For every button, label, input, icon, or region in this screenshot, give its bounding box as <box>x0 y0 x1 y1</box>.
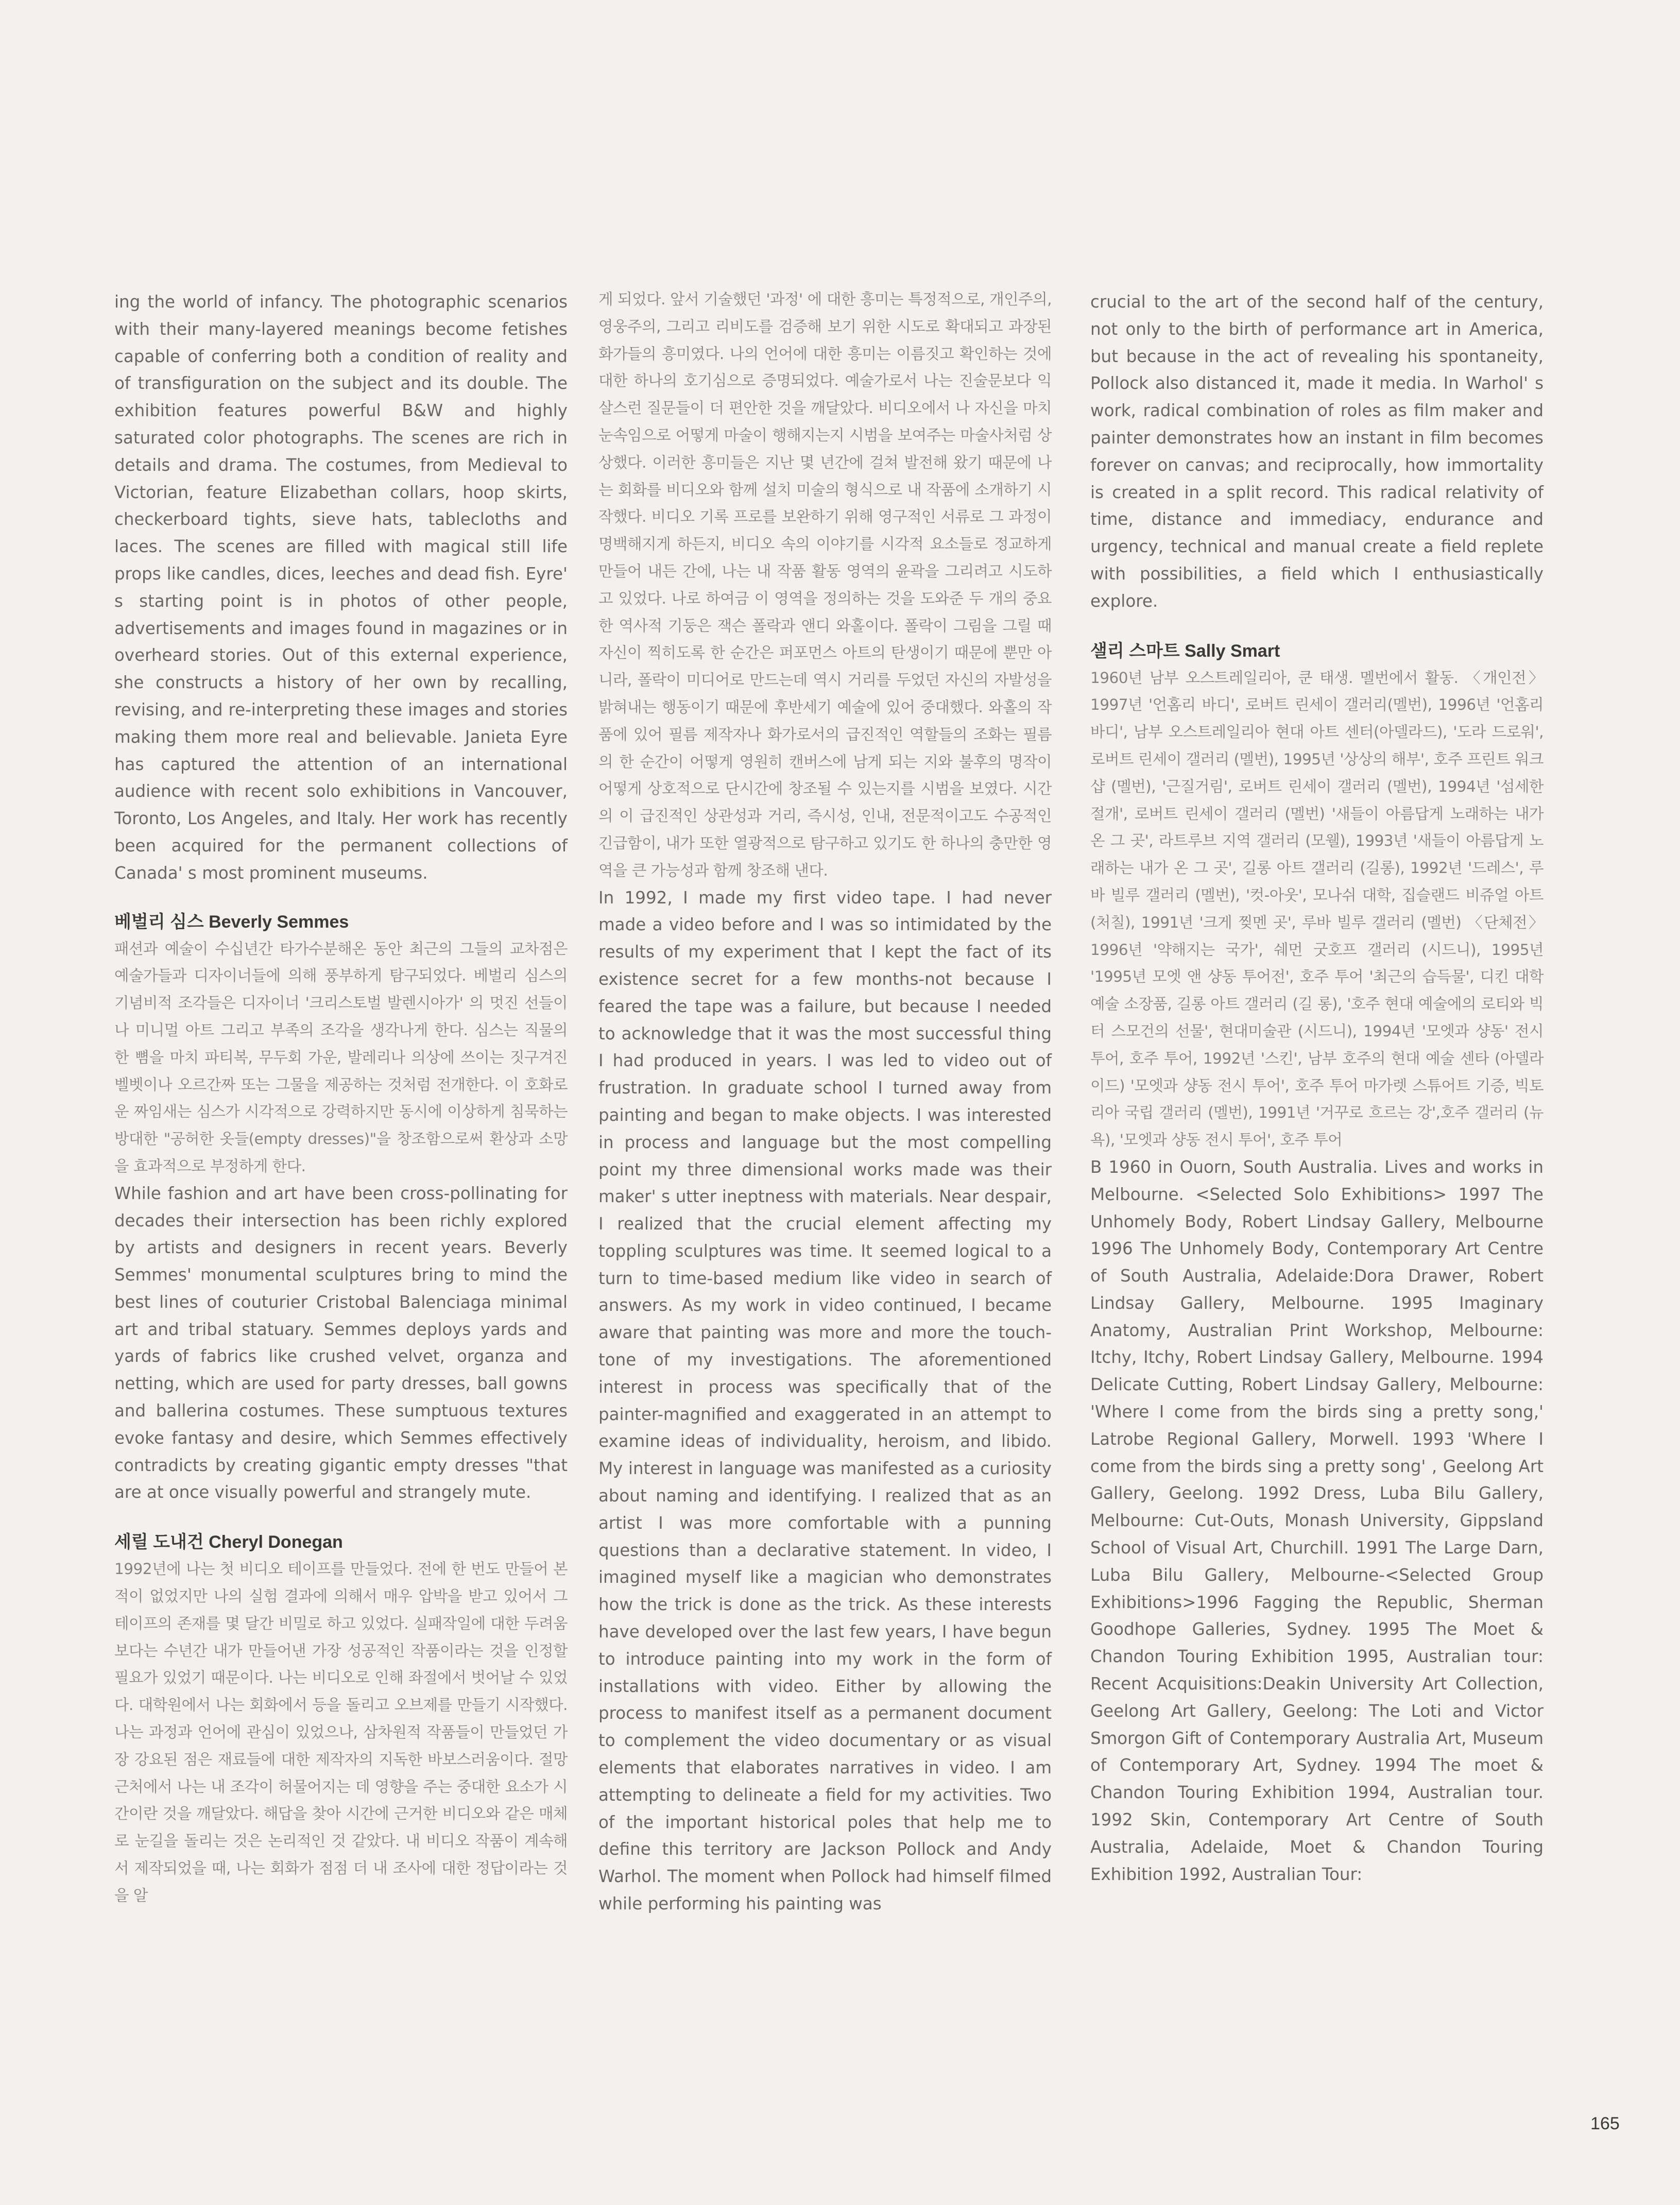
section-heading-sally-smart: 샐리 스마트 Sally Smart <box>1090 641 1280 661</box>
page-number: 165 <box>1590 2114 1620 2133</box>
semmes-text-en: While fashion and art have been cross-pollinating for decades their intersection has been richly explored by artists and designers in recent years. Beverly Semmes' monumental sculptures bring to mind the best lines of couturier Cristobal Balenciaga minimal art and tribal statuary. Semmes deploys yards and yards of fabrics like crushed velvet, organza and netting, which are used for party dresses, ball gowns and ballerina costumes. These sumptuous textures evoke fantasy and desire, which Semmes effectively contradicts by creating gigantic empty dresses "that are at once visually powerful and strangely mute. <box>114 1183 568 1502</box>
section-heading-cheryl-donegan: 세릴 도내건 Cheryl Donegan <box>114 1532 343 1552</box>
spacer <box>1090 615 1544 638</box>
semmes-text-ko: 패션과 예술이 수십년간 타가수분해온 동안 최근의 그들의 교차점은 예술가들과 디자이너들에 의해 풍부하게 탐구되었다. 베벌리 심스의 기념비적 조각들은 디자이너 '크리스토벌 발렌시아가' 의 멋진 선들이나 미니멀 아트 그리고 부족의 조각을 생각나게 한다. 심스는 직물의 한 뼘을 마치 파티복, 무두회 가운, 발레리나 의상에 쓰이는 짓구겨진 벨벳이나 오르간짜 또는 그물을 제공하는 것처럼 전개한다. 이 호화로운 짜임새는 심스가 시각적으로 강력하지만 동시에 이상하게 침묵하는 방대한 "공허한 옷들(empty dresses)"을 창조함으로써 환상과 소망을 효과적으로 부정하게 한다. <box>114 939 568 1175</box>
donegan-text-ko-continued: 게 되었다. 앞서 기술했던 '과정' 에 대한 흥미는 특정적으로, 개인주의, 영웅주의, 그리고 리비도를 검증해 보기 위한 시도로 확대되고 과장된 화가들의 흥미였다. 나의 언어에 대한 흥미는 이름짓고 확인하는 것에 대한 하나의 호기심으로 증명되었다. 예술가로서 나는 진술문보다 익살스런 질문들이 더 편안한 것을 깨달았다. 비디오에서 나 자신을 마치 눈속임으로 어떻게 마술이 행해지는지 시범을 보여주는 마술사처럼 상상했다. 이러한 흥미들은 지난 몇 년간에 걸쳐 발전해 왔기 때문에 나는 회화를 비디오와 함께 설치 미술의 형식으로 내 작품에 소개하기 시작했다. 비디오 기록 프로를 보완하기 위해 영구적인 서류로 그 과정이 명백해지게 하든지, 비디오 속의 이야기를 시각적 요소들로 정교하게 만들어 내든 간에, 나는 내 작품 활동 영역의 윤곽을 그리려고 시도하고 있었다. 나로 하여금 이 영역을 정의하는 것을 도와준 두 개의 중요한 역사적 기둥은 잭슨 폴락과 앤디 와홀이다. 폴락이 그림을 그릴 때 자신이 찍히도록 한 순간은 퍼포먼스 아트의 탄생이기 때문에 뿐만 아니라, 폴락이 미디어로 만드는데 역시 거리를 두었던 자신의 자발성을 밝혀내는 행동이기 때문에 후반세기 예술에 있어 중대했다. 와홀의 작품에 있어 필름 제작자나 화가로서의 급진적인 역할들의 조화는 필름의 한 순간이 어떻게 영원히 캔버스에 남게 되는 지와 불후의 명작이 어떻게 상호적으로 단시간에 창조될 수 있는지를 시범을 보였다. 시간의 이 급진적인 상관성과 거리, 즉시성, 인내, 전문적이고도 수공적인 긴급함이, 내가 또한 열광적으로 탐구하고 있기도 한 하나의 충만한 영역을 큰 가능성과 함께 창조해 낸다. <box>598 290 1052 879</box>
eyre-text-en: ing the world of infancy. The photographic scenarios with their many-layered meanings become fetishes capable of conferring both a condition of reality and of transfiguration on the subject and its double. The exhibition features powerful B&W and highly saturated color photographs. The scenes are rich in details and drama. The costumes, from Medieval to Victorian, feature Elizabethan collars, hoop skirts, checkerboard tights, sieve hats, tablecloths and laces. The scenes are filled with magical still life props like candles, dices, leeches and dead fish. Eyre' s starting point is in photos of other people, advertisements and images found in magazines or in overheard stories. Out of this external experience, she constructs a history of her own by recalling, revising, and re-interpreting these images and stories making them more real and believable. Janieta Eyre has captured the attention of an international audience with recent solo exhibitions in Vancouver, Toronto, Los Angeles, and Italy. Her work has recently been acquired for the permanent collections of Canada' s most prominent museums. <box>114 292 568 883</box>
column-right <box>1090 288 1544 1888</box>
spacer <box>114 1506 568 1529</box>
spacer <box>114 887 568 909</box>
donegan-text-en: In 1992, I made my first video tape. I had never made a video before and I was so intimidated by the results of my experiment that I kept the fact of its existence secret for a few months-not because I feared the tape was a failure, but because I needed to acknowledge that it was the most successful thing I had produced in years. I was led to video out of frustration. In graduate school I turned away from painting and began to make objects. I was interested in process and language but the most compelling point my three dimensional works made was their maker' s utter ineptness with materials. Near despair, I realized that the crucial element affecting my toppling sculptures was time. It seemed logical to a turn to time-based medium like video in search of answers. As my work in video continued, I became aware that painting was more and more the touch-tone of my investigations. The aforementioned interest in process was specifically that of the painter-magnified and exaggerated in an attempt to examine ideas of individuality, heroism, and libido. My interest in language was manifested as a curiosity about naming and identifying. I realized that as an artist I was more comfortable with a punning questions than a declarative statement. In video, I imagined myself like a magician who demonstrates how the trick is done as the trick. As these interests have developed over the last few years, I have begun to introduce painting into my work in the form of installations with video. Either by allowing the process to manifest itself as a permanent document to complement the video documentary or as visual elements that elaborates narratives in video. I am attempting to delineate a field for my activities. Two of the important historical poles that help me to define this territory are Jackson Pollock and Andy Warhol. The moment when Pollock had himself filmed while performing his painting was <box>598 887 1052 1914</box>
column-left <box>114 288 568 1909</box>
column-middle <box>598 286 1052 1918</box>
smart-text-ko: 1960년 남부 오스트레일리아, 쿤 태생. 멜번에서 활동. 〈개인전〉1997년 '언홈리 바디', 로버트 린세이 갤러리(멜번), 1996년 '언홈리 바디', 남부 오스트레일리아 현대 아트 센터(아델라드), '도라 드로워', 로버트 린세이 갤러리 (멜번), 1995년 '상상의 해부', 호주 프린트 워크샵 (멜번), '근질거림', 로버트 린세이 갤러리 (멜번), 1994년 '섬세한 절개', 로버트 린세이 갤러리 (멜번) '새들이 아름답게 노래하는 내가 온 그 곳', 라트루브 지역 갤러리 (모웰), 1993년 '새들이 아름답게 노래하는 내가 온 그 곳', 길롱 아트 갤러리 (길롱), 1992년 '드레스', 루바 빌루 갤러리 (멜번), '컷-아웃', 모나쉬 대학, 집슬랜드 비쥬얼 아트 (처칠), 1991년 '크게 찢멘 곳', 루바 빌루 갤러리 (멜번) 〈단체전〉 1996년 '약해지는 국가', 쉐먼 굿호프 갤러리 (시드니), 1995년 '1995년 모엣 앤 샹동 투어전', 호주 투어 '최근의 습득물', 디킨 대학 예술 소장품, 길롱 아트 갤러리 (길 롱), '호주 현대 예술에의 로티와 빅터 스모건의 선물', 현대미술관 (시드니), 1994년 '모엣과 샹동' 전시 투어, 호주 투어, 1992년 '스킨', 남부 호주의 현대 예술 센타 (아델라이드) '모엣과 샹동 전시 투어', 호주 투어 마가렛 스튜어트 기증, 빅토리아 국립 갤러리 (멜번), 1991년 '거꾸로 흐르는 강',호주 갤러리 (뉴욕), '모엣과 샹동 전시 투어', 호주 투어 <box>1090 669 1544 1149</box>
smart-text-en: B 1960 in Ouorn, South Australia. Lives and works in Melbourne. <Selected Solo Exhibitions> 1997 The Unhomely Body, Robert Lindsay Gallery, Melbourne 1996 The Unhomely Body, Contemporary Art Centre of South Australia, Adelaide:Dora Drawer, Robert Lindsay Gallery, Melbourne. 1995 Imaginary Anatomy, Australian Print Workshop, Melbourne: Itchy, Itchy, Robert Lindsay Gallery, Melbourne. 1994 Delicate Cutting, Robert Lindsay Gallery, Melbourne: 'Where I come from the birds sing a pretty song,' Latrobe Regional Gallery, Morwell. 1993 'Where I come from the birds sing a pretty song' , Geelong Art Gallery, Geelong. 1992 Dress, Luba Bilu Gallery, Melbourne: Cut-Outs, Monash University, Gippsland School of Visual Art, Churchill. 1991 The Large Darn, Luba Bilu Gallery, Melbourne-<Selected Group Exhibitions>1996 Fagging the Republic, Sherman Goodhope Galleries, Sydney. 1995 The Moet & Chandon Touring Exhibition 1995, Australian tour: Recent Acquisitions:Deakin University Art Collection, Geelong Art Gallery, Geelong: The Loti and Victor Smorgon Gift of Contemporary Australia Art, Museum of Contemporary Art, Sydney. 1994 The moet & Chandon Touring Exhibition 1994, Australian tour. 1992 Skin, Contemporary Art Centre of South Australia, Adelaide, Moet & Chandon Touring Exhibition 1992, Australian Tour: <box>1090 1157 1544 1884</box>
donegan-text-en-continued: crucial to the art of the second half of the century, not only to the birth of performance art in America, but because in the act of revealing his spontaneity, Pollock also distanced it, made it media. In Warhol' s work, radical combination of roles as film maker and painter demonstrates how an instant in film becomes forever on canvas; and reciprocally, how immortality is created in a split record. This radical relativity of time, distance and immediacy, endurance and urgency, technical and manual create a field replete with possibilities, a field which I enthusiastically explore. <box>1090 292 1544 611</box>
section-heading-beverly-semmes: 베벌리 심스 Beverly Semmes <box>114 912 349 932</box>
donegan-text-ko: 1992년에 나는 첫 비디오 테이프를 만들었다. 전에 한 번도 만들어 본 적이 없었지만 나의 실험 결과에 의해서 매우 압박을 받고 있어서 그 테이프의 존재를 몇 달간 비밀로 하고 있었다. 실패작일에 대한 두려움보다는 수년간 내가 만들어낸 가장 성공적인 작품이라는 것을 인정할 필요가 있었기 때문이다. 나는 비디오로 인해 좌절에서 벗어날 수 있었다. 대학원에서 나는 회화에서 등을 돌리고 오브제를 만들기 시작했다. 나는 과정과 언어에 관심이 있었으나, 삼차원적 작품들이 만들었던 가장 강요된 점은 재료들에 대한 제작자의 지독한 바보스러움이다. 절망 근처에서 나는 내 조각이 허물어지는 데 영향을 주는 중대한 요소가 시간이란 것을 깨달았다. 해답을 찾아 시간에 근거한 비디오와 같은 매체로 눈길을 돌리는 것은 논리적인 것 같았다. 내 비디오 작품이 계속해서 제작되었을 때, 나는 회화가 점점 더 내 조사에 대한 정답이라는 것을 알 <box>114 1560 568 1904</box>
